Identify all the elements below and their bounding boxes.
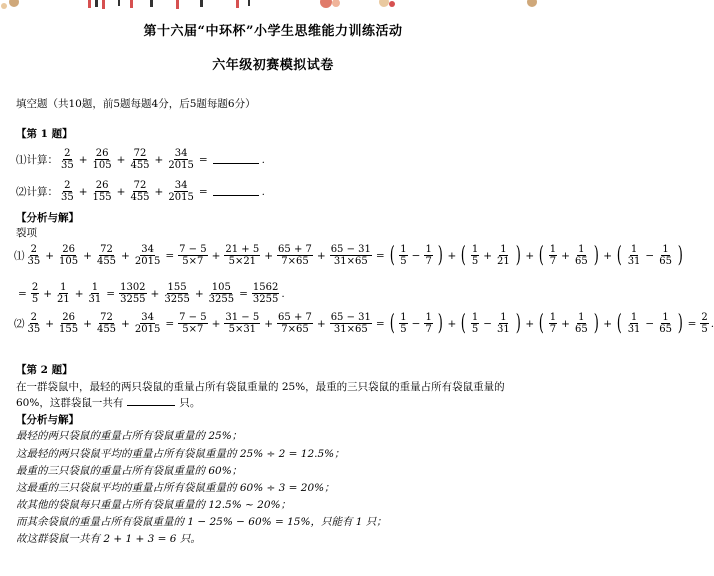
- q2-text-line2: 60%，这群袋鼠一共有 只。: [16, 397, 201, 409]
- fraction: $\frac{7 - 5}{5\times 7}$: [179, 244, 207, 267]
- fraction: $\frac{1}{5}$: [400, 312, 407, 335]
- q1-part1: ⑴计算： $\frac{2}{35}$ + $\frac{26}{105}$ + $\frac{72}{455}$ + $\frac{34}{2015}$ = .: [16, 148, 265, 171]
- fraction: $\frac{1}{21}$: [57, 282, 70, 305]
- q1-heading: 【第 1 题】: [16, 128, 73, 140]
- math-operator: +: [264, 249, 274, 262]
- fraction: $\frac{2}{5}$: [31, 282, 39, 305]
- math-operator: +: [447, 249, 457, 262]
- fraction: $\frac{1}{7}$: [549, 312, 557, 335]
- math-operator: +: [45, 317, 55, 330]
- math-operator: +: [603, 249, 613, 262]
- fraction: $\frac{34}{2015}$: [168, 180, 194, 203]
- fraction: $\frac{72}{455}$: [96, 244, 117, 267]
- q1-part2-label: ⑵计算：: [16, 186, 58, 198]
- fraction: $\frac{34}{2015}$: [134, 244, 161, 267]
- math-operator: +: [447, 317, 457, 330]
- q2-analysis-line: 最轻的两只袋鼠的重量占所有袋鼠重量的 25%；: [16, 430, 243, 442]
- answer-blank: [127, 396, 175, 406]
- fraction: $\frac{2}{35}$: [27, 312, 41, 335]
- fraction: $\frac{1302}{3255}$: [120, 282, 146, 305]
- math-operator: =: [165, 317, 175, 330]
- q2-analysis-line: 这最轻的两只袋鼠平均的重量占所有袋鼠重量的 25% ÷ 2 = 12.5%；: [16, 448, 345, 460]
- parenthesis: ): [515, 242, 521, 268]
- fraction: $\frac{1}{5}$: [471, 312, 479, 335]
- fraction: $\frac{1}{7}$: [425, 244, 432, 267]
- fraction: $\frac{21 + 5}{5\times 21}$: [225, 244, 260, 267]
- math-operator: +: [78, 153, 88, 166]
- math-operator: −: [645, 249, 655, 262]
- fraction: $\frac{26}{105}$: [59, 244, 79, 267]
- parenthesis: ): [437, 242, 443, 268]
- section-intro: 填空题（共10题，前5题每题4分，后5题每题6分）: [16, 98, 256, 110]
- math-operator: =: [106, 287, 116, 300]
- math-operator: =: [239, 287, 248, 300]
- fraction: $\frac{1}{21}$: [497, 244, 510, 267]
- fraction: $\frac{2}{35}$: [27, 244, 41, 267]
- math-operator: =: [375, 317, 385, 330]
- math-operator: =: [198, 185, 208, 198]
- fraction: $\frac{1}{7}$: [549, 244, 557, 267]
- q2-analysis-line: 故其他的袋鼠每只重量占所有袋鼠重量的 12.5% ~ 20%；: [16, 499, 292, 511]
- math-operator: +: [525, 317, 535, 330]
- fraction: $\frac{72}{455}$: [130, 180, 150, 203]
- math-operator: =: [165, 249, 175, 262]
- parenthesis: (: [538, 242, 545, 268]
- q2-analysis-line: 故这群袋鼠一共有 2 + 1 + 3 = 6 只。: [16, 533, 201, 545]
- fraction: $\frac{2}{35}$: [61, 180, 74, 203]
- fraction: $\frac{1}{65}$: [659, 244, 672, 267]
- fraction: $\frac{72}{455}$: [130, 148, 150, 171]
- math-operator: +: [43, 287, 52, 300]
- fraction: $\frac{155}{3255}$: [164, 282, 190, 305]
- math-operator: +: [316, 317, 326, 330]
- math-operator: +: [194, 287, 204, 300]
- parenthesis: ): [677, 242, 683, 268]
- math-operator: +: [121, 317, 130, 330]
- math-operator: +: [561, 249, 570, 262]
- math-operator: −: [411, 249, 421, 262]
- q2-analysis-line: 这最重的三只袋鼠平均的重量占所有袋鼠重量的 60% ÷ 3 = 20%；: [16, 482, 335, 494]
- answer-blank: [213, 187, 259, 196]
- math-operator: +: [116, 185, 126, 198]
- parenthesis: ): [515, 310, 521, 336]
- fraction: $\frac{65 - 31}{31\times 65}$: [330, 312, 371, 335]
- parenthesis: (: [460, 310, 467, 336]
- q2-analysis-line: 而其余袋鼠的重量占所有袋鼠重量的 1 − 25% − 60% = 15%，只能有 1 只；: [16, 516, 387, 528]
- math-operator: +: [121, 249, 130, 262]
- q1-solution1-row2: = $\frac{2}{5}$ + $\frac{1}{21}$ + $\frac{1}{31}$ = $\frac{1302}{3255}$ + $\frac{155}{3255}$ + $\frac{105}{3255}$ = $\frac{1562}{3255}$ .: [18, 282, 285, 305]
- fraction: $\frac{1}{31}$: [88, 282, 102, 305]
- math-operator: −: [645, 317, 655, 330]
- math-operator: +: [603, 317, 613, 330]
- math-operator: +: [150, 287, 160, 300]
- math-operator: +: [116, 153, 126, 166]
- math-operator: +: [211, 317, 221, 330]
- fraction: $\frac{1}{65}$: [659, 312, 672, 335]
- fraction: $\frac{26}{155}$: [92, 180, 112, 203]
- parenthesis: ): [677, 310, 683, 336]
- fraction: $\frac{2}{35}$: [61, 148, 74, 171]
- math-operator: +: [561, 317, 570, 330]
- q1-solution1-row1: ⑴ $\frac{2}{35}$ + $\frac{26}{105}$ + $\frac{72}{455}$ + $\frac{34}{2015}$ = $\frac{7 - 5}{5\times 7}$ + $\frac{21 + 5}{5\times 21}$ + $\frac{65 + 7}{7\times 65}$ + $\frac{65 - 31}{31\times 65}$ = ( $\frac{1}{5}$ − $\frac{1}{7}$ ) + ( $\frac{1}{5}$ + $\frac{1}{21}$ ) + ( $\frac{1}{7}$ + $\frac{1}{65}$ ) + ( $\frac{1}{31}$ − $\frac{1}{65}$ ): [14, 242, 683, 268]
- parenthesis: (: [460, 242, 467, 268]
- q1-solution2: ⑵ $\frac{2}{35}$ + $\frac{26}{155}$ + $\frac{72}{455}$ + $\frac{34}{2015}$ = $\frac{7 - 5}{5\times 7}$ + $\frac{31 - 5}{5\times 31}$ + $\frac{65 + 7}{7\times 65}$ + $\frac{65 - 31}{31\times 65}$ = ( $\frac{1}{5}$ − $\frac{1}{7}$ ) + ( $\frac{1}{5}$ − $\frac{1}{31}$ ) + ( $\frac{1}{7}$ + $\frac{1}{65}$ ) + ( $\frac{1}{31}$ − $\frac{1}{65}$ ) = $\frac{2}{5}$ .: [14, 310, 714, 336]
- q2-text-line1: 在一群袋鼠中，最轻的两只袋鼠的重量占所有袋鼠重量的 25%，最重的三只袋鼠的重量占所有袋鼠重量的: [16, 381, 505, 393]
- math-operator: +: [154, 153, 164, 166]
- math-operator: +: [74, 287, 84, 300]
- parenthesis: ): [437, 310, 443, 336]
- fraction: $\frac{1}{5}$: [400, 244, 407, 267]
- parenthesis: ): [593, 310, 599, 336]
- math-operator: =: [375, 249, 385, 262]
- fraction: $\frac{34}{2015}$: [168, 148, 194, 171]
- q1-part2: ⑵计算： $\frac{2}{35}$ + $\frac{26}{155}$ + $\frac{72}{455}$ + $\frac{34}{2015}$ = .: [16, 180, 265, 203]
- math-operator: +: [525, 249, 535, 262]
- fraction: $\frac{31 - 5}{5\times 31}$: [225, 312, 260, 335]
- q2-analysis-heading: 【分析与解】: [16, 414, 79, 426]
- math-operator: +: [483, 249, 493, 262]
- parenthesis: (: [538, 310, 545, 336]
- math-operator: +: [78, 185, 88, 198]
- math-operator: =: [687, 317, 697, 330]
- fraction: $\frac{1}{31}$: [497, 312, 510, 335]
- fraction: $\frac{65 - 31}{31\times 65}$: [330, 244, 371, 267]
- fraction: $\frac{26}{105}$: [92, 148, 112, 171]
- fraction: $\frac{1}{65}$: [574, 244, 588, 267]
- page-subtitle: 六年级初赛模拟试卷: [212, 58, 334, 73]
- math-operator: =: [18, 287, 27, 300]
- answer-blank: [213, 155, 259, 164]
- parenthesis: (: [389, 310, 395, 336]
- q1-part1-label: ⑴计算：: [16, 154, 58, 166]
- q1-method: 裂项: [16, 227, 37, 239]
- header-decoration: [0, 0, 546, 14]
- fraction: $\frac{1}{31}$: [627, 312, 641, 335]
- math-operator: =: [198, 153, 208, 166]
- math-operator: −: [411, 317, 421, 330]
- fraction: $\frac{7 - 5}{5\times 7}$: [179, 312, 207, 335]
- math-operator: −: [483, 317, 493, 330]
- fraction: $\frac{65 + 7}{7\times 65}$: [278, 244, 312, 267]
- math-operator: +: [154, 185, 164, 198]
- fraction: $\frac{26}{155}$: [59, 312, 79, 335]
- math-operator: +: [316, 249, 326, 262]
- q2-heading: 【第 2 题】: [16, 364, 73, 376]
- fraction: $\frac{65 + 7}{7\times 65}$: [278, 312, 312, 335]
- page-title: 第十六届“中环杯”小学生思维能力训练活动: [143, 24, 403, 39]
- fraction: $\frac{1}{31}$: [627, 244, 641, 267]
- fraction: $\frac{1}{5}$: [471, 244, 479, 267]
- parenthesis: ): [593, 242, 599, 268]
- math-operator: +: [45, 249, 55, 262]
- fraction: $\frac{34}{2015}$: [134, 312, 161, 335]
- fraction: $\frac{105}{3255}$: [208, 282, 235, 305]
- fraction: $\frac{1562}{3255}$: [252, 282, 279, 305]
- q1-analysis-heading: 【分析与解】: [16, 212, 79, 224]
- math-operator: +: [83, 249, 92, 262]
- math-operator: +: [211, 249, 221, 262]
- fraction: $\frac{1}{65}$: [574, 312, 588, 335]
- fraction: $\frac{1}{7}$: [425, 312, 432, 335]
- parenthesis: (: [616, 242, 622, 268]
- fraction: $\frac{2}{5}$: [701, 312, 708, 335]
- parenthesis: (: [616, 310, 622, 336]
- fraction: $\frac{72}{455}$: [96, 312, 117, 335]
- math-operator: +: [83, 317, 92, 330]
- math-operator: +: [264, 317, 274, 330]
- parenthesis: (: [389, 242, 395, 268]
- q2-analysis-line: 最重的三只袋鼠的重量占所有袋鼠重量的 60%；: [16, 465, 243, 477]
